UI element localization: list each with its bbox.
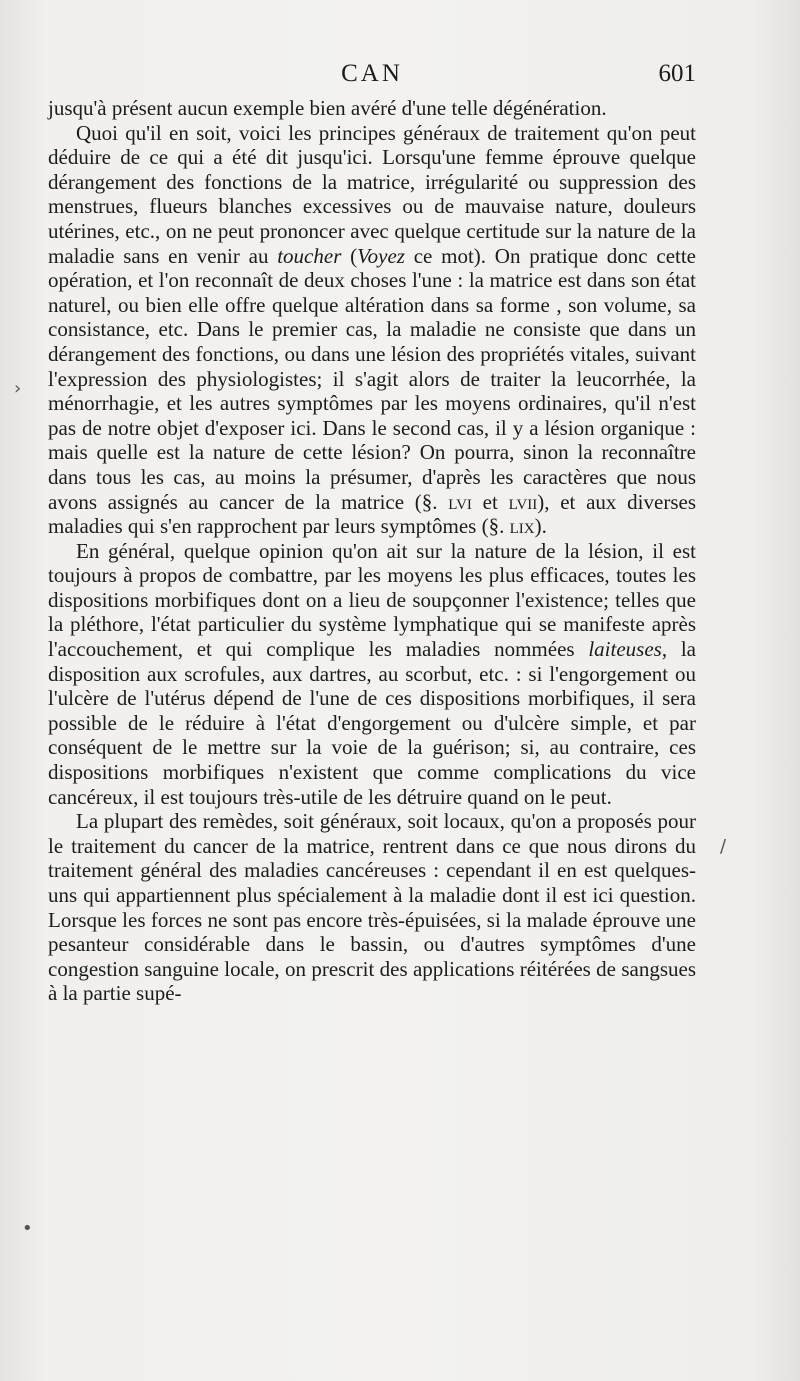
paragraph-text: ). — [534, 514, 547, 539]
paragraph-text: ( — [341, 243, 358, 268]
paragraph-text: ce mot). On pratique donc cette opération, et l'on reconnaît de deux choses l'une : la matrice est dans son état naturel, ou bien elle offre quelque altération dans sa forme , son volume, sa consistance, etc. Dans le premier cas, la maladie ne consiste que dans un dérangement des fonctions, ou dans une lésion des propriétés vitales, suivant l'expression des physiologistes; il s'agit alors de traiter la leucorrhée, la ménorrhagie, et les autres symptômes par les moyens ordinaires, qu'il n'est pas de notre objet d'exposer ici. Dans le second cas, il y a lésion organique : mais quelle est la nature de cette lésion? On pourra, sinon la reconnaître dans tous les cas, au moins la présumer, d'après les caractères que nous avons assignés au cancer de la matrice (§. — [48, 243, 696, 514]
italic-term: toucher — [277, 243, 342, 268]
section-numeral: lix — [509, 514, 535, 539]
paragraph-text: La plupart des remèdes, soit généraux, soit locaux, qu'on a proposés pour le traitement du cancer de la matrice, rentrent dans ce que nous dirons du traitement général des maladies cancéreuses : cependant il en est quelques-uns qui appartiennent plus spécialement à la maladie dont il est ici question. Lorsque les forces ne sont pas encore très-épuisées, si la malade éprouve une pesanteur considérable dans le bassin, ou d'autres symptômes d'une congestion sanguine locale, on prescrit des applications réitérées de sangsues à la partie supé- — [48, 809, 696, 1006]
paragraph-2 — [48, 121, 696, 539]
paragraph-text: En général, quelque opinion qu'on ait sur la nature de la lésion, il est toujours à propos de combattre, par les moyens les plus efficaces, toutes les dispositions morbifiques dont on a lieu de soupçonner l'existence; telles que la pléthore, l'état particulier du système lymphatique qui se manifeste après l'accouchement, et qui complique les maladies nommées — [48, 538, 696, 662]
section-numeral: lvi — [448, 489, 472, 514]
page-header — [48, 60, 696, 94]
margin-mark: › — [14, 378, 22, 399]
italic-term: Voyez — [357, 243, 405, 268]
paragraph-3 — [48, 539, 696, 810]
section-numeral: lvii — [508, 489, 538, 514]
margin-mark: / — [720, 836, 727, 857]
paragraph-4 — [48, 809, 696, 1006]
paragraph-text: Quoi qu'il en soit, voici les principes généraux de traitement qu'on peut déduire de ce qui a été dit jusqu'ici. Lorsqu'une femme éprouve quelque dérangement des fonctions de la matrice, irrégularité ou suppression des menstrues, flueurs blanches excessives ou de mauvaise nature, douleurs utérines, etc., on ne peut prononcer avec quelque certitude sur la nature de la maladie sans en venir au — [48, 120, 696, 268]
margin-mark: • — [22, 1218, 33, 1239]
running-head: CAN — [341, 60, 403, 87]
paragraph-text: et — [471, 489, 509, 514]
paragraph-text: , la disposition aux scrofules, aux dartres, au scorbut, etc. : si l'engorgement ou l'ulcère de l'utérus dépend de l'une de ces dispositions morbifiques, il sera possible de le réduire à l'état d'engorgement ou d'ulcère simple, et par conséquent de le mettre sur la voie de la guérison; si, au contraire, ces dispositions morbifiques n'existent que comme complications du vice cancéreux, il est toujours très-utile de les détruire quand on le peut. — [48, 637, 697, 809]
page-body — [48, 96, 696, 1006]
italic-term: laiteuses — [588, 637, 662, 662]
page-number: 601 — [658, 60, 696, 87]
paragraph-1 — [48, 96, 696, 121]
paragraph-text: jusqu'à présent aucun exemple bien avéré d'une telle dégénération. — [48, 96, 607, 120]
paragraph-text: ), et aux diverses maladies qui s'en rapprochent par leurs symptômes (§. — [48, 489, 696, 539]
